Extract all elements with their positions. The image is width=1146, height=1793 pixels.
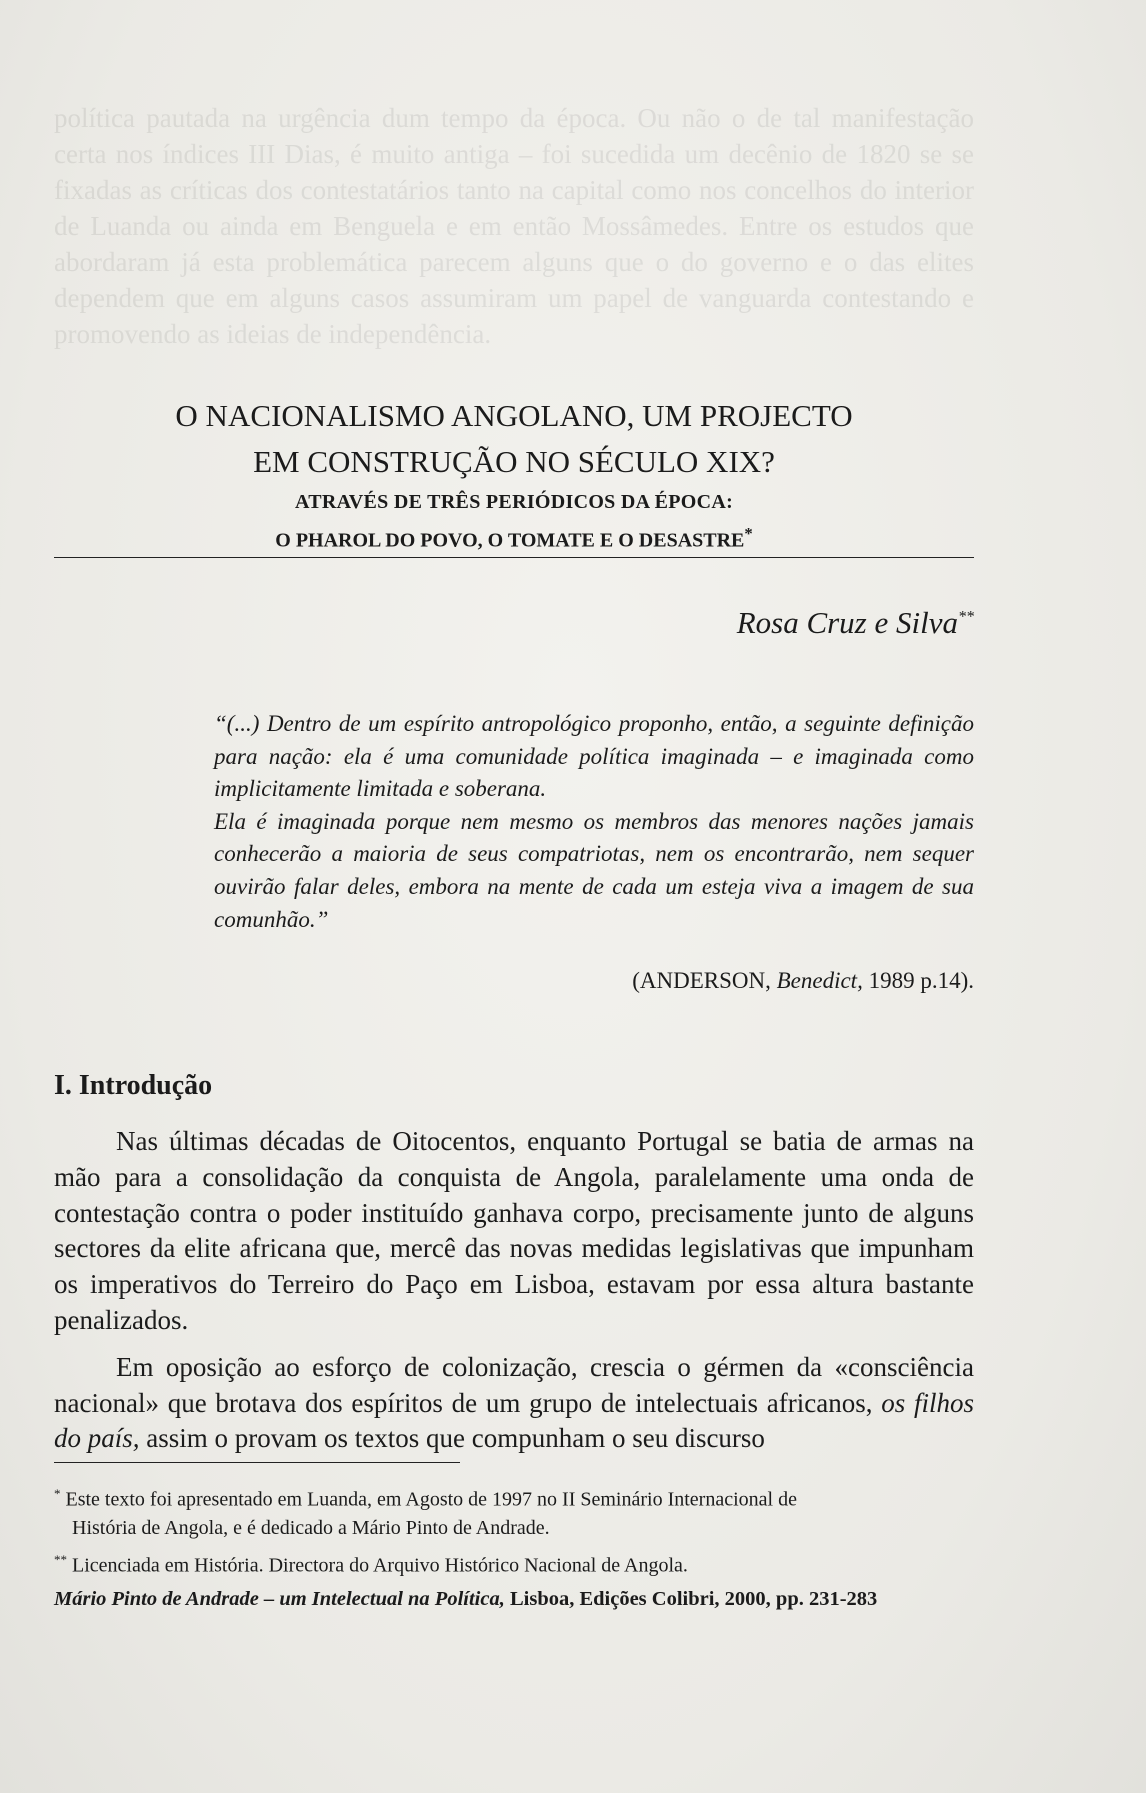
subtitle-line-1: ATRAVÉS DE TRÊS PERIÓDICOS DA ÉPOCA: (294, 491, 734, 513)
bibliographic-reference: Mário Pinto de Andrade – um Intelectual na Política, Lisboa, Edições Colibri, 2000, pp. 231-283 (54, 1588, 878, 1610)
footnote-mark: * (744, 524, 753, 543)
title-rule (54, 557, 974, 558)
footnote-1: * Este texto foi apresentado em Luanda, em Agosto de 1997 no II Seminário Internacional de História de Angola, e é dedicado a Mário Pinto de Andrade. (54, 1486, 797, 1539)
author: Rosa Cruz e Silva** (736, 605, 974, 640)
bleed-through-text: política pautada na urgência dum tempo da época. Ou não o de tal manifestação certa nos índices III Dias, é muito antiga – foi sucedida um decênio de 1820 se se fixadas as críticas dos contestatários tanto na capital como nos concelhos do interior de Luanda ou ainda em Benguela e em então Mossâmedes. Entre os estudos que abordaram já esta problemática parecem alguns que o do governo e o das elites dependem que em alguns casos assumiram um papel de vanguarda contestando e promovendo as ideias de independência. (54, 103, 974, 349)
author-footnote-mark: ** (958, 608, 974, 626)
epigraph-paragraph: Ela é imaginada porque nem mesmo os membros das menores nações jamais conhecerão a maioria de seus compatriotas, nem os encontrarão, nem sequer ouvirão falar deles, embora na mente de cada um esteja viva a imagem de sua comunhão.” (214, 808, 974, 932)
body-paragraph: Em oposição ao esforço de colonização, crescia o gérmen da «consciência nacional» que brotava dos espíritos de um grupo de intelectuais africanos, os filhos do país, assim o provam os textos que compunham o seu discurso (54, 1351, 974, 1454)
footnote-2: ** Licenciada em História. Directora do Arquivo Histórico Nacional de Angola. (54, 1552, 688, 1577)
title-line-1: O NACIONALISMO ANGOLANO, UM PROJECTO (175, 398, 853, 433)
epigraph-citation: (ANDERSON, Benedict, 1989 p.14). (632, 968, 974, 993)
epigraph (214, 708, 974, 936)
subtitle-line-2: O PHAROL DO POVO, O TOMATE E O DESASTRE* (275, 524, 753, 552)
section-heading: I. Introdução (54, 1070, 213, 1101)
epigraph-paragraph: “(...) Dentro de um espírito antropológico proponho, então, a seguinte definição para nação: ela é uma comunidade política imaginada – e imaginada como implicitamente limitada e soberana. (214, 711, 974, 802)
footnote-rule (54, 1462, 460, 1463)
body-paragraph: Nas últimas décadas de Oitocentos, enquanto Portugal se batia de armas na mão para a consolidação da conquista de Angola, paralelamente uma onda de contestação contra o poder instituído ganhava corpo, precisamente junto de alguns sectores da elite africana que, mercê das novas medidas legislativas que impunham os imperativos do Terreiro do Paço em Lisboa, estavam por essa altura bastante penalizados. (54, 1126, 974, 1335)
title-line-2: EM CONSTRUÇÃO NO SÉCULO XIX? (253, 444, 775, 479)
body-text (54, 1124, 974, 1457)
